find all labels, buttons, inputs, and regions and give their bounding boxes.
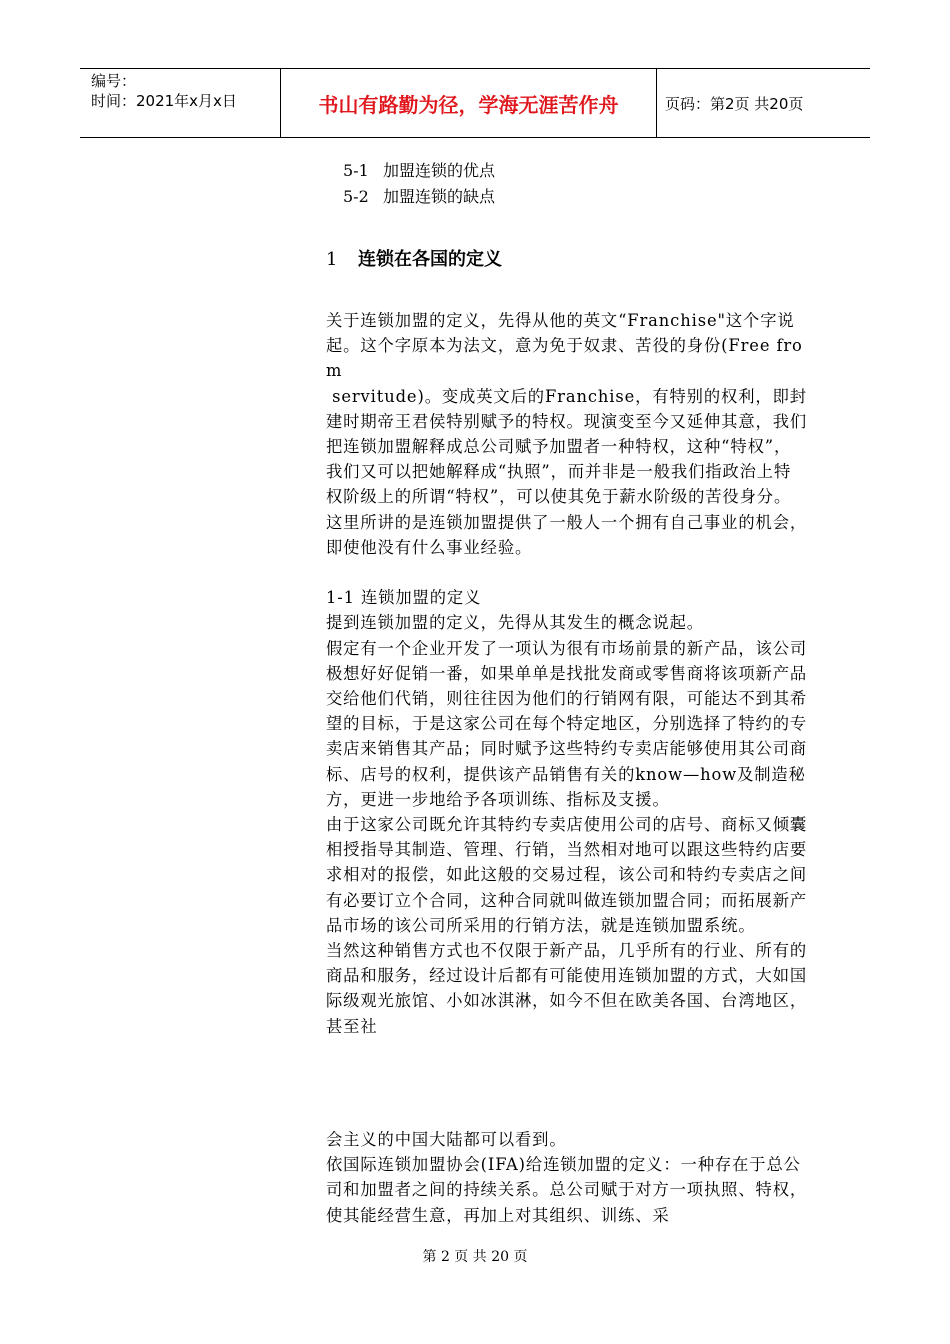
toc-item-title: 加盟连锁的缺点 bbox=[383, 187, 496, 206]
toc-item bbox=[343, 158, 495, 184]
header-page-code: 页码：第2页 共20页 bbox=[665, 94, 804, 113]
paragraph: servitude)。变成英文后的Franchise，有特别的权利，即封建时期帝王君侯特别赋予的特权。现演变至今又延伸其意，我们把连锁加盟解释成总公司赋予加盟者一种特权，这种“特权”，我们又可以把她解释成“执照”，而并非是一般我们指政治上特权阶级上的所谓“特权”，可以使其免于薪水阶级的苦役身分。这里所讲的是连锁加盟提供了一般人一个拥有自己事业的机会，即使他没有什么事业经验。 bbox=[326, 386, 808, 557]
number-label: 编号： bbox=[91, 72, 137, 90]
paragraph: 关于连锁加盟的定义，先得从他的英文“Franchise"这个字说起。这个字原本为法文，意为免于奴隶、苦役的身份(Free from bbox=[326, 311, 803, 381]
toc-item-number: 5-2 bbox=[343, 187, 369, 206]
section-number: 1 bbox=[326, 249, 338, 270]
paragraph: 由于这家公司既允许其特约专卖店使用公司的店号、商标又倾囊相授指导其制造、管理、行销，当然相对地可以跟这些特约店要求相对的报偿，如此这般的交易过程，该公司和特约专卖店之间有必要订立个合同，这种合同就叫做连锁加盟合同；而拓展新产品市场的该公司所采用的行销方法，就是连锁加盟系统。 bbox=[326, 815, 808, 935]
toc-item-title: 加盟连锁的优点 bbox=[383, 161, 496, 180]
paragraph: 会主义的中国大陆都可以看到。 bbox=[326, 1130, 567, 1149]
time-label: 时间：2021年x月x日 bbox=[91, 92, 237, 110]
header-motto: 书山有路勤为径，学海无涯苦作舟 bbox=[281, 69, 657, 137]
section-title: 连锁在各国的定义 bbox=[358, 249, 502, 270]
toc-item-number: 5-1 bbox=[343, 161, 369, 180]
subsection-heading: 1-1 连锁加盟的定义 bbox=[326, 588, 482, 608]
toc-list bbox=[343, 158, 495, 210]
paragraph: 当然这种销售方式也不仅限于新产品，几乎所有的行业、所有的商品和服务，经过设计后都有可能使用连锁加盟的方式，大如国际级观光旅馆、小如冰淇淋，如今不但在欧美各国、台湾地区，甚至社 bbox=[326, 941, 808, 1036]
intro-text bbox=[326, 308, 808, 1039]
paragraph: 假定有一个企业开发了一项认为很有市场前景的新产品，该公司极想好好促销一番，如果单单是找批发商或零售商将该项新产品交给他们代销，则往往因为他们的行销网有限，可能达不到其希望的目标，于是这家公司在每个特定地区，分别选择了特约的专卖店来销售其产品；同时赋予这些特约专卖店能够使用其公司商标、店号的权利，提供该产品销售有关的know—how及制造秘方，更进一步地给予各项训练、指标及支援。 bbox=[326, 638, 808, 809]
page-footer: 第 2 页 共 20 页 bbox=[422, 1249, 528, 1265]
continuation-text bbox=[326, 1127, 808, 1228]
toc-item bbox=[343, 184, 495, 210]
paragraph: 依国际连锁加盟协会(IFA)给连锁加盟的定义：一种存在于总公司和加盟者之间的持续关系。总公司赋于对方一项执照、特权，使其能经营生意，再加上对其组织、训练、采 bbox=[326, 1155, 808, 1225]
page-header bbox=[80, 68, 870, 138]
section-heading bbox=[326, 245, 502, 271]
paragraph: 提到连锁加盟的定义，先得从其发生的概念说起。 bbox=[326, 613, 704, 633]
header-meta bbox=[80, 69, 281, 137]
